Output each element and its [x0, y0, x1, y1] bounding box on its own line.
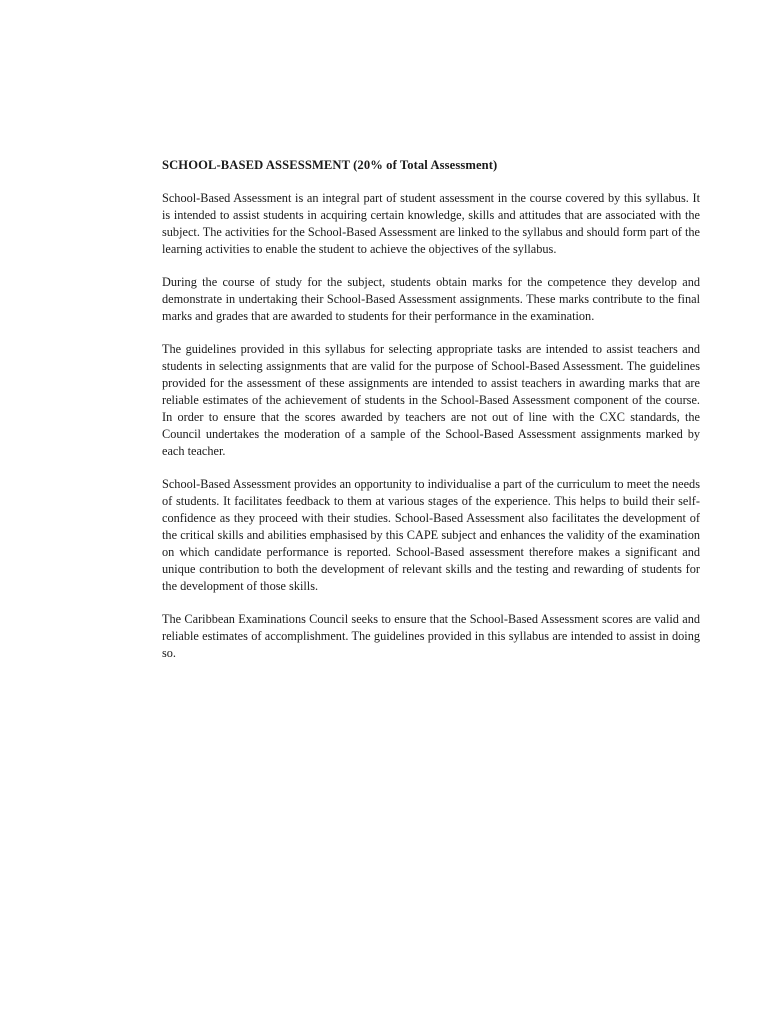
paragraph-1: School-Based Assessment is an integral part of student assessment in the course covered by this syllabus. It is intended to assist students in acquiring certain knowledge, skills and attitudes that are associated with the subject. The activities for the School-Based Assessment are linked to the syllabus and should form part of the learning activities to enable the student to achieve the objectives of the syllabus. — [162, 191, 700, 256]
paragraph-4: School-Based Assessment provides an opportunity to individualise a part of the curriculum to meet the needs of students. It facilitates feedback to them at various stages of the experience. This helps to build their self-confidence as they proceed with their studies. School-Based Assessment also facilitates the development of the critical skills and abilities emphasised by this CAPE subject and enhances the validity of the examination on which candidate performance is reported. School-Based assessment therefore makes a significant and unique contribution to both the development of relevant skills and the testing and rewarding of students for the development of those skills. — [162, 477, 700, 593]
paragraph-3: The guidelines provided in this syllabus for selecting appropriate tasks are intended to assist teachers and students in selecting assignments that are valid for the purpose of School-Based Assessment. The guidelines provided for the assessment of these assignments are intended to assist teachers in awarding marks that are reliable estimates of the achievement of students in the School-Based Assessment component of the course. In order to ensure that the scores awarded by teachers are not out of line with the CXC standards, the Council undertakes the moderation of a sample of the School-Based Assessment assignments marked by each teacher. — [162, 342, 700, 458]
paragraph-5: The Caribbean Examinations Council seeks to ensure that the School-Based Assessment scores are valid and reliable estimates of accomplishment. The guidelines provided in this syllabus are intended to assist in doing so. — [162, 612, 700, 660]
section-heading: SCHOOL-BASED ASSESSMENT (20% of Total Assessment) — [162, 158, 498, 172]
document-page — [162, 157, 700, 678]
paragraph-2: During the course of study for the subject, students obtain marks for the competence they develop and demonstrate in undertaking their School-Based Assessment assignments. These marks contribute to the final marks and grades that are awarded to students for their performance in the examination. — [162, 275, 700, 323]
